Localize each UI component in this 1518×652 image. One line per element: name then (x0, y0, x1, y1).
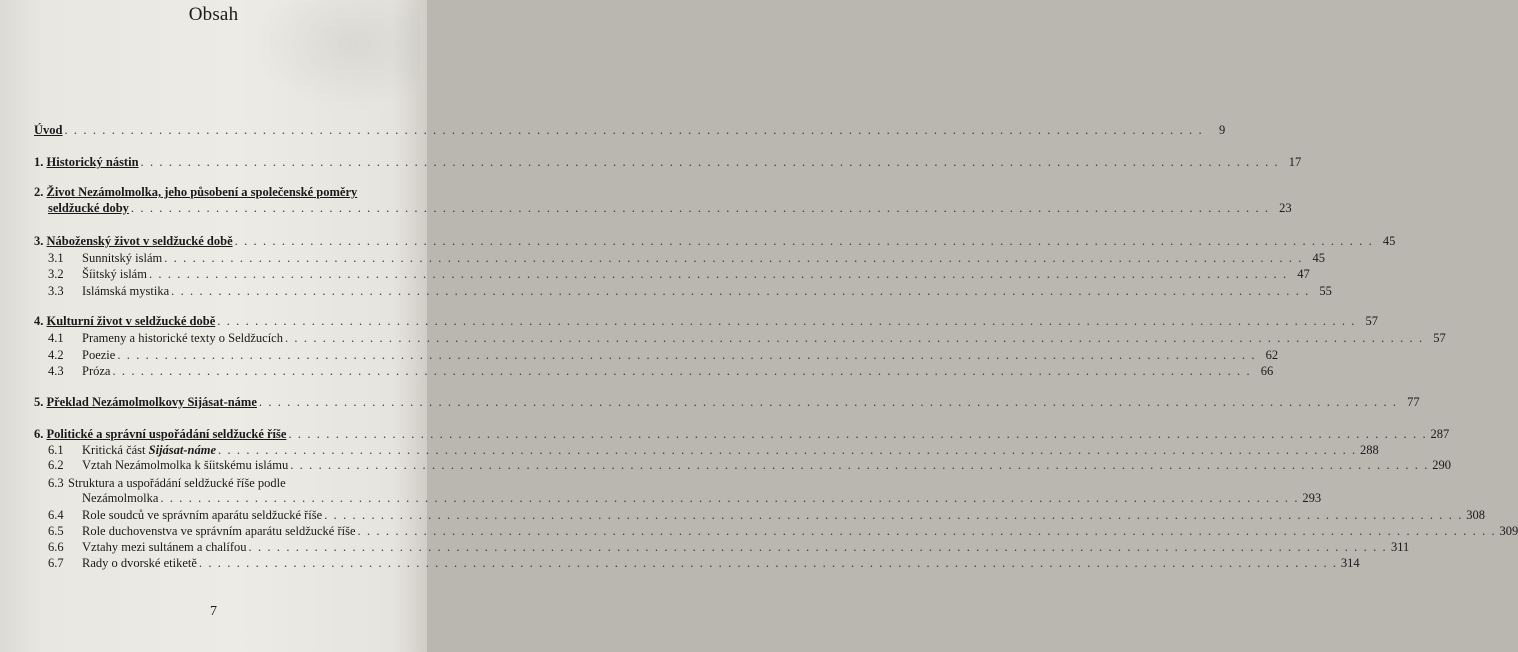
toc-title: Role soudců ve správním aparátu seldžucké říše (82, 508, 323, 522)
toc-entry-ch6-6: 6.6 Vztahy mezi sultánem a chalífou . . . 311 (34, 540, 372, 555)
dot-leader (160, 491, 1299, 506)
dot-leader (358, 524, 1497, 539)
toc-page: 45 (1382, 234, 1396, 248)
toc-entry-ch4-3: 4.3 Próza . . . 66 (34, 364, 372, 379)
toc-entry-ch1 (34, 155, 1302, 170)
toc-page: 17 (1288, 155, 1302, 169)
page-title: Obsah (188, 4, 239, 25)
toc-title: 4. Kulturní život v seldžucké době (34, 314, 216, 328)
toc-entry-uvod (34, 123, 1226, 138)
toc-entry-ch4-1: 4.1 Prameny a historické texty o Seldžucích . . . 57 (34, 331, 372, 346)
toc-entry-ch6-5: 6.5 Role duchovenstva ve správním aparátu seldžucké říše . . . 309 (34, 524, 372, 539)
page-number: 7 (210, 604, 217, 619)
toc-entry-ch6 (34, 427, 1450, 442)
toc-page: 288 (1360, 443, 1379, 457)
toc-page: 47 (1297, 267, 1310, 281)
toc-title: Islámská mystika (82, 284, 170, 298)
dot-leader (288, 427, 1427, 442)
toc-page: 77 (1407, 395, 1420, 409)
dot-leader (259, 395, 1398, 410)
toc-title: 1. Historický nástin (34, 155, 139, 169)
dot-leader (117, 348, 1256, 363)
dot-leader (164, 251, 1303, 266)
toc-page: 57 (1365, 314, 1378, 328)
toc-page: 45 (1312, 251, 1325, 265)
toc-entry-ch6-2: 6.2 Vztah Nezámolmolka k šíitskému islámu . . . 290 (34, 458, 372, 473)
toc-entry-ch5 (34, 395, 1420, 410)
dot-leader (64, 123, 1203, 138)
toc-title: seldžucké doby (48, 201, 129, 215)
toc-entry-ch3-3: 3.3 Islámská mystika . . . 55 (34, 284, 372, 299)
dot-leader (324, 508, 1463, 523)
toc-title: 3. Náboženský život v seldžucké době (34, 234, 233, 248)
toc-entry-ch2-line1: 2. Život Nezámolmolka, jeho působení a společenské poměry (34, 185, 358, 199)
toc-entry-ch3-1: 3.1 Sunnitský islám . . . 45 (34, 251, 372, 266)
dot-leader (218, 443, 1357, 458)
toc-page: 23 (1279, 201, 1292, 215)
dot-leader (112, 364, 1251, 379)
dot-leader (199, 556, 1338, 571)
toc-title: Kritická část Sijásat-náme (82, 443, 217, 457)
toc-entry-ch6-7: 6.7 Rady o dvorské etiketě . . . 314 (34, 556, 372, 571)
toc-title: Šíitský islám (82, 267, 147, 281)
toc-page: 287 (1430, 427, 1450, 441)
toc-page: 57 (1433, 331, 1446, 345)
toc-entry-ch6-3 (82, 491, 1322, 506)
dot-leader (249, 540, 1388, 555)
dot-leader (235, 234, 1374, 249)
toc-page: 66 (1260, 364, 1274, 378)
dot-leader (141, 155, 1280, 170)
toc-page: 309 (1499, 524, 1518, 538)
toc-title: Vztah Nezámolmolka k šíitskému islámu (82, 458, 289, 472)
toc-entry-ch6-4: 6.4 Role soudců ve správním aparátu seldžucké říše . . . 308 (34, 508, 372, 523)
toc-title: 5. Překlad Nezámolmolkovy Sijásat-náme (34, 395, 257, 409)
dot-leader (217, 314, 1356, 329)
toc-entry-ch3 (34, 234, 1396, 249)
toc-page: 290 (1432, 458, 1451, 472)
dot-leader (285, 331, 1424, 346)
toc-page: 308 (1466, 508, 1485, 522)
toc-page: 9 (1218, 123, 1226, 137)
toc-entry-ch4-2: 4.2 Poezie . . . 62 (34, 348, 372, 363)
toc-title: Rady o dvorské etiketě (82, 556, 197, 570)
dot-leader (290, 458, 1429, 473)
toc-entry-ch2 (48, 201, 1292, 216)
dot-leader (131, 201, 1270, 216)
toc-title: 6. Politické a správní uspořádání seldžucké říše (34, 427, 287, 441)
toc-entry-ch6-3-line1: 6.3 Struktura a uspořádání seldžucké říše podle (48, 476, 286, 490)
toc-title: Nezámolmolka (82, 491, 159, 505)
toc-title: Prameny a historické texty o Seldžucích (82, 331, 283, 345)
toc-title: Úvod (34, 123, 63, 137)
toc-title: Vztahy mezi sultánem a chalífou (82, 540, 247, 554)
toc-entry-ch4 (34, 314, 1378, 329)
toc-title: Próza (82, 364, 111, 378)
toc-title: Sunnitský islám (82, 251, 163, 265)
toc-page: 311 (1390, 540, 1410, 554)
toc-entry-ch3-2: 3.2 Šíitský islám . . . 47 (34, 267, 372, 282)
toc-page: 314 (1340, 556, 1360, 570)
toc-page: 55 (1319, 284, 1332, 298)
toc-title: Role duchovenstva ve správním aparátu seldžucké říše (82, 524, 356, 538)
toc-page: 293 (1302, 491, 1322, 505)
toc-title: Poezie (82, 348, 116, 362)
toc-entry-ch6-1: 6.1 Kritická část Sijásat-náme . . . 288 (34, 443, 372, 458)
toc-page: 62 (1265, 348, 1279, 362)
dot-leader (171, 284, 1310, 299)
dot-leader (149, 267, 1288, 282)
